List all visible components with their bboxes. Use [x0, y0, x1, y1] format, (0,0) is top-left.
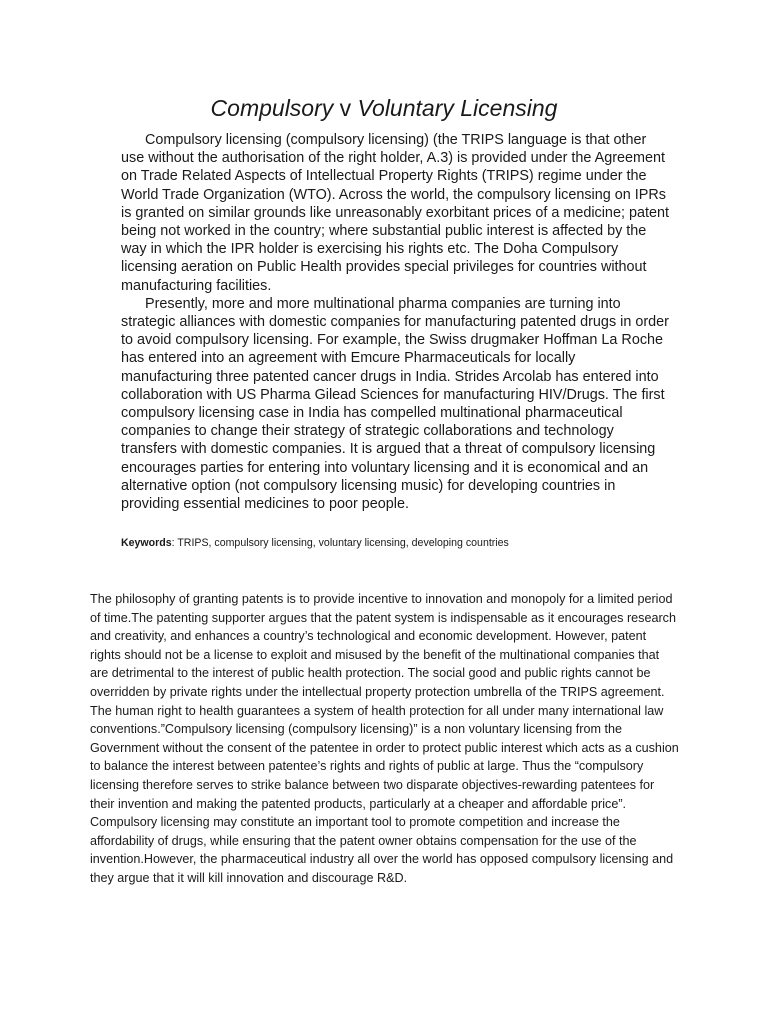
keywords-text: : TRIPS, compulsory licensing, voluntary licensing, developing countries: [171, 537, 509, 549]
abstract-paragraph-1: Compulsory licensing (compulsory licensing) (the TRIPS language is that other use without the authorisation of the right holder, A.3) is provided under the Agreement on Trade Related Aspects of Intellectual Property Rights (TRIPS) regime under the World Trade Organization (WTO). Across the world, the compulsory licensing on IPRs is granted on similar grounds like unreasonably exorbitant prices of a medicine; patent being not worked in the country; where substantial public interest is affected by the way in which the IPR holder is exercising his rights etc. The Doha Compulsory licensing aeration on Public Health provides special privileges for countries without manufacturing facilities.: [121, 132, 669, 294]
document-title: [0, 92, 768, 124]
title-connector: v: [333, 95, 358, 121]
keywords-line: [121, 535, 681, 551]
body-section: [90, 590, 680, 888]
abstract-paragraph-2: Presently, more and more multinational pharma companies are turning into strategic alliances with domestic companies for manufacturing patented drugs in order to avoid compulsory licensing. For example, the Swiss drugmaker Hoffman La Roche has entered into an agreement with Emcure Pharmaceuticals for locally manufacturing three patented cancer drugs in India. Strides Arcolab has entered into collaboration with US Pharma Gilead Sciences for manufacturing HIV/Drugs. The first compulsory licensing case in India has compelled multinational pharmaceutical companies to change their strategy of strategic collaborations and technology transfers with domestic companies. It is argued that a threat of compulsory licensing encourages parties for entering into voluntary licensing and it is economical and an alternative option (not compulsory licensing music) for developing countries in providing essential medicines to poor people.: [121, 295, 669, 513]
title-part-voluntary-licensing: Voluntary Licensing: [357, 95, 558, 121]
keywords-label: Keywords: [121, 537, 172, 549]
abstract-section: [121, 131, 670, 513]
body-paragraph-1: The philosophy of granting patents is to provide incentive to innovation and monopoly for a limited period of time.The patenting supporter argues that the patent system is indispensable as it encourages research and creativity, and enhances a country’s technological and economic development. However, patent rights should not be a license to exploit and misused by the benefit of the multinational companies that are detrimental to the interest of public health protection. The social good and public rights cannot be overridden by private rights under the intellectual property protection umbrella of the TRIPS agreement. The human right to health guarantees a system of health protection for all under many international law conventions.”Compulsory licensing (compulsory licensing)” is a non voluntary licensing from the Government without the consent of the patentee in order to protect public interest which acts as a cushion to balance the interest between patentee’s rights and rights of public at large. Thus the “compulsory licensing therefore serves to strike balance between two disparate objectives-rewarding patentees for their invention and making the patented products, particularly at a cheaper and affordable price”. Compulsory licensing may constitute an important tool to promote competition and increase the affordability of drugs, while ensuring that the patent owner obtains compensation for the use of the invention.However, the pharmaceutical industry all over the world has opposed compulsory licensing and they argue that it will kill innovation and discourage R&D.: [90, 592, 679, 885]
title-part-compulsory: Compulsory: [210, 95, 334, 121]
